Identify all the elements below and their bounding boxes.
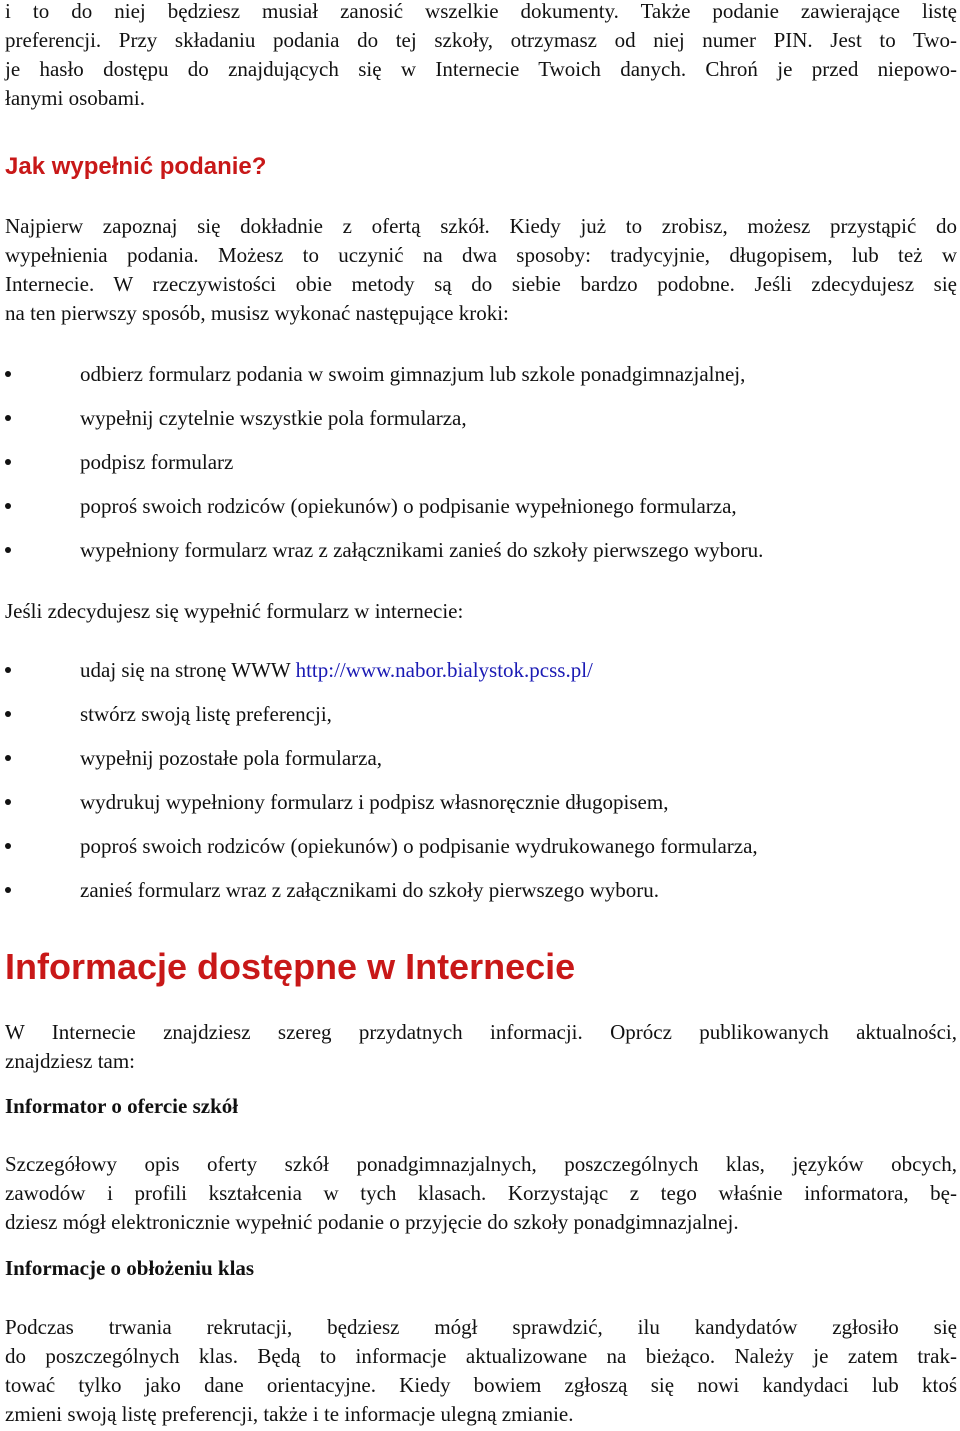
how-paragraph (5, 212, 957, 328)
text-line: W Internecie znajdziesz szereg przydatnych informacji. Oprócz publikowanych aktualności, (5, 1020, 957, 1044)
list-item: odbierz formularz podania w swoim gimnazjum lub szkole ponadgimnazjalnej, (5, 360, 957, 404)
text-line: dziesz mógł elektronicznie wypełnić podanie o przyjęcie do szkoły ponadgimnazjalnej. (5, 1210, 739, 1234)
section-heading-info: Informacje dostępne w Internecie (5, 946, 576, 987)
bullet-icon (5, 547, 11, 553)
text-line: znajdziesz tam: (5, 1049, 136, 1073)
text-line: tować tylko jako dane orientacyjne. Kiedy bowiem zgłoszą się nowi kandydaci lub ktoś (5, 1373, 957, 1397)
bullet-icon (5, 667, 11, 673)
bullet-icon (5, 371, 11, 377)
text-line: do poszczególnych klas. Będą to informacje aktualizowane na bieżąco. Należy je zatem trak- (5, 1344, 957, 1368)
informator-paragraph (5, 1150, 957, 1237)
bullet-icon (5, 887, 11, 893)
list-item: wypełnij pozostałe pola formularza, (5, 744, 957, 788)
subheading-informator: Informator o ofercie szkół (5, 1094, 239, 1118)
bullet-icon (5, 459, 11, 465)
online-intro: Jeśli zdecydujesz się wypełnić formularz w internecie: (5, 599, 464, 623)
text-line: Szczegółowy opis oferty szkół ponadgimnazjalnych, poszczególnych klas, języków obcych, (5, 1152, 957, 1176)
intro-paragraph (5, 0, 957, 113)
list-item: wydrukuj wypełniony formularz i podpisz własnoręcznie długopisem, (5, 788, 957, 832)
list-item: poproś swoich rodziców (opiekunów) o podpisanie wydrukowanego formularza, (5, 832, 957, 876)
paper-steps-list (5, 360, 957, 580)
text-line: wypełnienia podania. Możesz to uczynić na dwa sposoby: tradycyjnie, długopisem, lub też w (5, 243, 957, 267)
bullet-icon (5, 843, 11, 849)
text-line: łanymi osobami. (5, 86, 145, 110)
section-heading-how: Jak wypełnić podanie? (5, 153, 267, 180)
bullet-icon (5, 711, 11, 717)
text-line: je hasło dostępu do znajdujących się w Internecie Twoich danych. Chroń je przed niepowo- (5, 57, 957, 81)
text-line: zawodów i profili kształcenia w tych klasach. Korzystając z tego właśnie informatora, bę- (5, 1181, 957, 1205)
text-line: zmieni swoją listę preferencji, także i te informacje ulegną zmianie. (5, 1402, 574, 1426)
subheading-oblozenie: Informacje o obłożeniu klas (5, 1256, 255, 1280)
list-item: wypełnij czytelnie wszystkie pola formularza, (5, 404, 957, 448)
text-line: Najpierw zapoznaj się dokładnie z ofertą szkół. Kiedy już to zrobisz, możesz przystąpić do (5, 214, 957, 238)
text-line: preferencji. Przy składaniu podania do tej szkoły, otrzymasz od niej numer PIN. Jest to Two- (5, 28, 957, 52)
bullet-icon (5, 799, 11, 805)
list-item: poproś swoich rodziców (opiekunów) o podpisanie wypełnionego formularza, (5, 492, 957, 536)
bullet-icon (5, 755, 11, 761)
text-line: Podczas trwania rekrutacji, będziesz mógł sprawdzić, ilu kandydatów zgłosiło się (5, 1315, 957, 1339)
bullet-icon (5, 503, 11, 509)
oblozenie-paragraph (5, 1313, 957, 1429)
text-line: Internecie. W rzeczywistości obie metody są do siebie bardzo podobne. Jeśli zdecydujesz się (5, 272, 957, 296)
nabor-link[interactable]: http://www.nabor.bialystok.pcss.pl/ (295, 658, 593, 682)
list-item: wypełniony formularz wraz z załącznikami zanieś do szkoły pierwszego wyboru. (5, 536, 957, 580)
text-line: na ten pierwszy sposób, musisz wykonać następujące kroki: (5, 301, 509, 325)
list-item: zanieś formularz wraz z załącznikami do szkoły pierwszego wyboru. (5, 876, 957, 920)
list-item: udaj się na stronę WWW http://www.nabor.bialystok.pcss.pl/ (5, 656, 957, 700)
info-intro-paragraph (5, 1018, 957, 1076)
online-steps-list (5, 656, 957, 920)
bullet-icon (5, 415, 11, 421)
list-item: stwórz swoją listę preferencji, (5, 700, 957, 744)
list-item: podpisz formularz (5, 448, 957, 492)
text-line: i to do niej będziesz musiał zanosić wszelkie dokumenty. Także podanie zawierające listę (5, 0, 957, 23)
